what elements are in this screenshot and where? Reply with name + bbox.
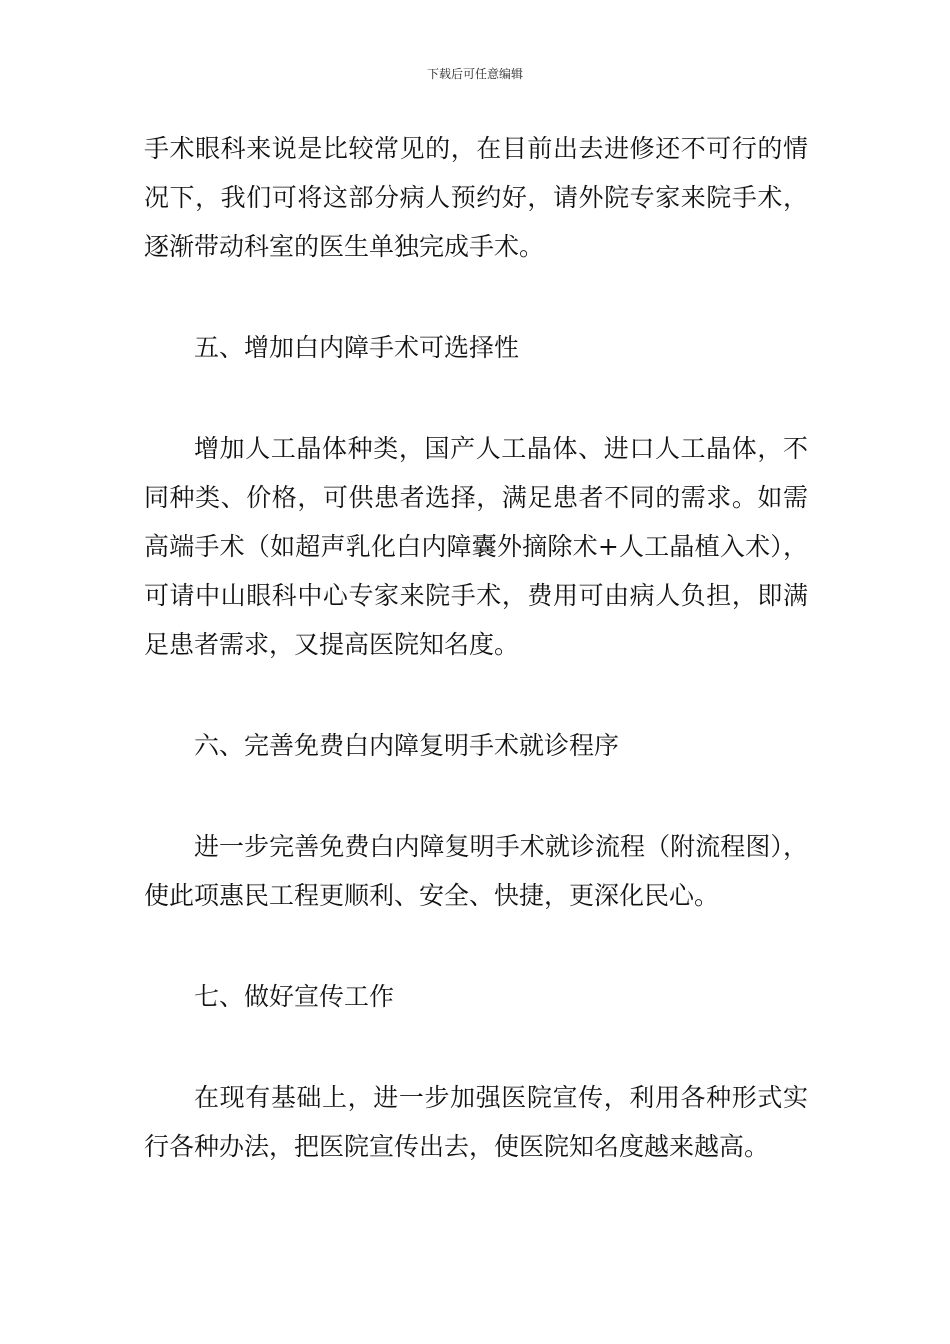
- heading-section-five: 五、增加白内障手术可选择性: [194, 333, 520, 362]
- heading-section-seven: 七、做好宣传工作: [194, 982, 395, 1011]
- page-header: 下载后可任意编辑: [426, 67, 523, 81]
- paragraph-free-surgery-process: 进一步完善免费白内障复明手术就诊流程（附流程图），使此项惠民工程更顺利、安全、快捷，更深化民心。: [144, 832, 808, 910]
- heading-section-six: 六、完善免费白内障复明手术就诊程序: [194, 731, 620, 760]
- paragraph-publicity: 在现有基础上，进一步加强医院宣传，利用各种形式实行各种办法，把医院宣传出去，使医院知名度越来越高。: [144, 1083, 808, 1161]
- paragraph-continued-surgery: 手术眼科来说是比较常见的，在目前出去进修还不可行的情况下，我们可将这部分病人预约好，请外院专家来院手术，逐渐带动科室的医生单独完成手术。: [144, 134, 808, 261]
- paragraph-lens-options: 增加人工晶体种类，国产人工晶体、进口人工晶体，不同种类、价格，可供患者选择，满足患者不同的需求。如需高端手术（如超声乳化白内障囊外摘除术+人工晶植入术），可请中山眼科中心专家来院手术，费用可由病人负担，即满足患者需求，又提高医院知名度。: [144, 434, 808, 659]
- document-body: [144, 124, 808, 1171]
